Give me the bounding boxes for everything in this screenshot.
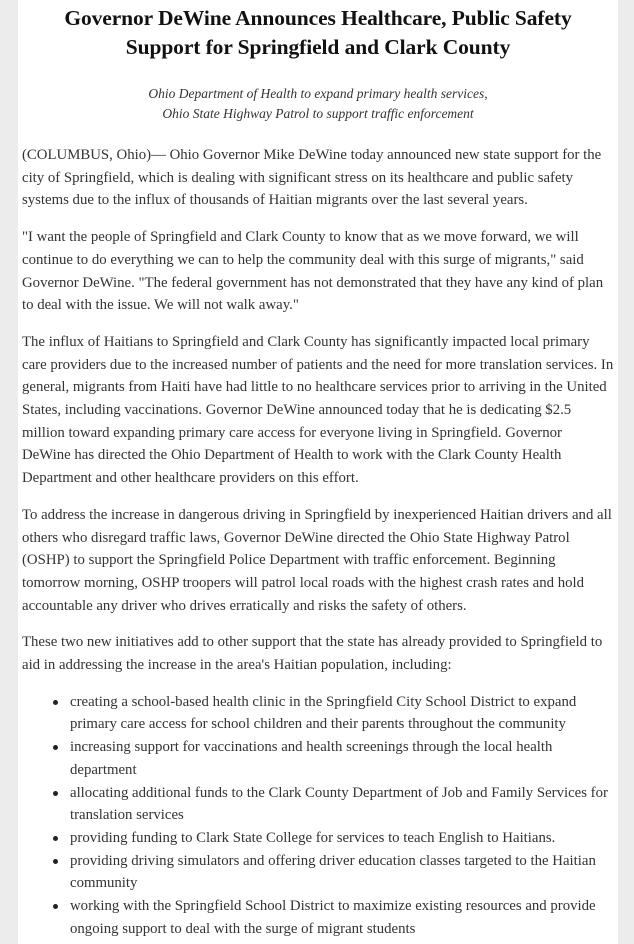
article-title-line-1: Governor DeWine Announces Healthcare, Public Safety <box>64 6 572 30</box>
list-item-text: creating a school-based health clinic in the Springfield City School District to expand primary care access for school children and their parents throughout the community <box>70 693 577 733</box>
article-subtitle-line-1: Ohio Department of Health to expand primary health services, <box>148 86 488 101</box>
article-title <box>18 0 618 62</box>
bullet-icon <box>53 745 58 750</box>
list-item-text: working with the Springfield School District to maximize existing resources and provide ongoing support to deal with the surge of migrant students <box>70 898 596 937</box>
list-item-text: providing driving simulators and offering driver education classes targeted to the Haitian community <box>70 852 596 892</box>
article-subtitle <box>18 84 618 124</box>
support-list <box>18 691 618 941</box>
list-item <box>70 850 614 895</box>
paragraph-initiatives: These two new initiatives add to other support that the state has already provided to Springfield to aid in addressing the increase in the area's Haitian population, including: <box>22 634 603 674</box>
list-item <box>70 782 614 827</box>
paragraph-intro: (COLUMBUS, Ohio)— Ohio Governor Mike DeWine today announced new state support for the city of Springfield, which is dealing with significant stress on its healthcare and public safety systems due to the influx of thousands of Haitian migrants over the last several years. <box>22 147 602 209</box>
bullet-icon <box>53 904 58 909</box>
paragraph-quote: "I want the people of Springfield and Clark County to know that as we move forward, we will continue to do everything we can to help the community deal with this surge of migrants," said Governor DeWine. "The federal government has not demonstrated that they have any kind of plan to deal with the issue. We will not walk away." <box>22 229 604 314</box>
list-item <box>70 827 614 850</box>
paragraph-traffic: To address the increase in dangerous driving in Springfield by inexperienced Haitian drivers and all others who disregard traffic laws, Governor DeWine directed the Ohio State Highway Patrol (OSHP) to support the Springfield Police Department with traffic enforcement. Beginning tomorrow morning, OSHP troopers will patrol local roads with the highest crash rates and hold accountable any driver who drives erratically and risks the safety of others. <box>22 506 612 614</box>
press-release-page <box>18 0 618 944</box>
list-item-text: providing funding to Clark State College for services to teach English to Haitians. <box>70 829 556 846</box>
article-subtitle-line-2: Ohio State Highway Patrol to support traffic enforcement <box>162 106 474 121</box>
list-item-text: allocating additional funds to the Clark County Department of Job and Family Services for translation services <box>70 784 608 824</box>
list-item <box>70 691 614 736</box>
list-item <box>70 736 614 781</box>
bullet-icon <box>53 791 58 796</box>
list-item <box>70 895 614 940</box>
bullet-icon <box>53 700 58 705</box>
bullet-icon <box>53 836 58 841</box>
paragraph-healthcare: The influx of Haitians to Springfield and Clark County has significantly impacted local primary care providers due to the increased number of patients and the need for more translation services. In general, migrants from Haiti have had little to no healthcare services prior to arriving in the United States, including vaccinations. Governor DeWine announced today that he is dedicating $2.5 million toward expanding primary care access for everyone living in Springfield. Governor DeWine has directed the Ohio Department of Health to work with the Clark County Health Department and other healthcare providers on this effort. <box>22 333 614 487</box>
bullet-icon <box>53 859 58 864</box>
list-item-text: increasing support for vaccinations and health screenings through the local health department <box>70 739 553 778</box>
article-title-line-2: Support for Springfield and Clark County <box>125 35 511 59</box>
